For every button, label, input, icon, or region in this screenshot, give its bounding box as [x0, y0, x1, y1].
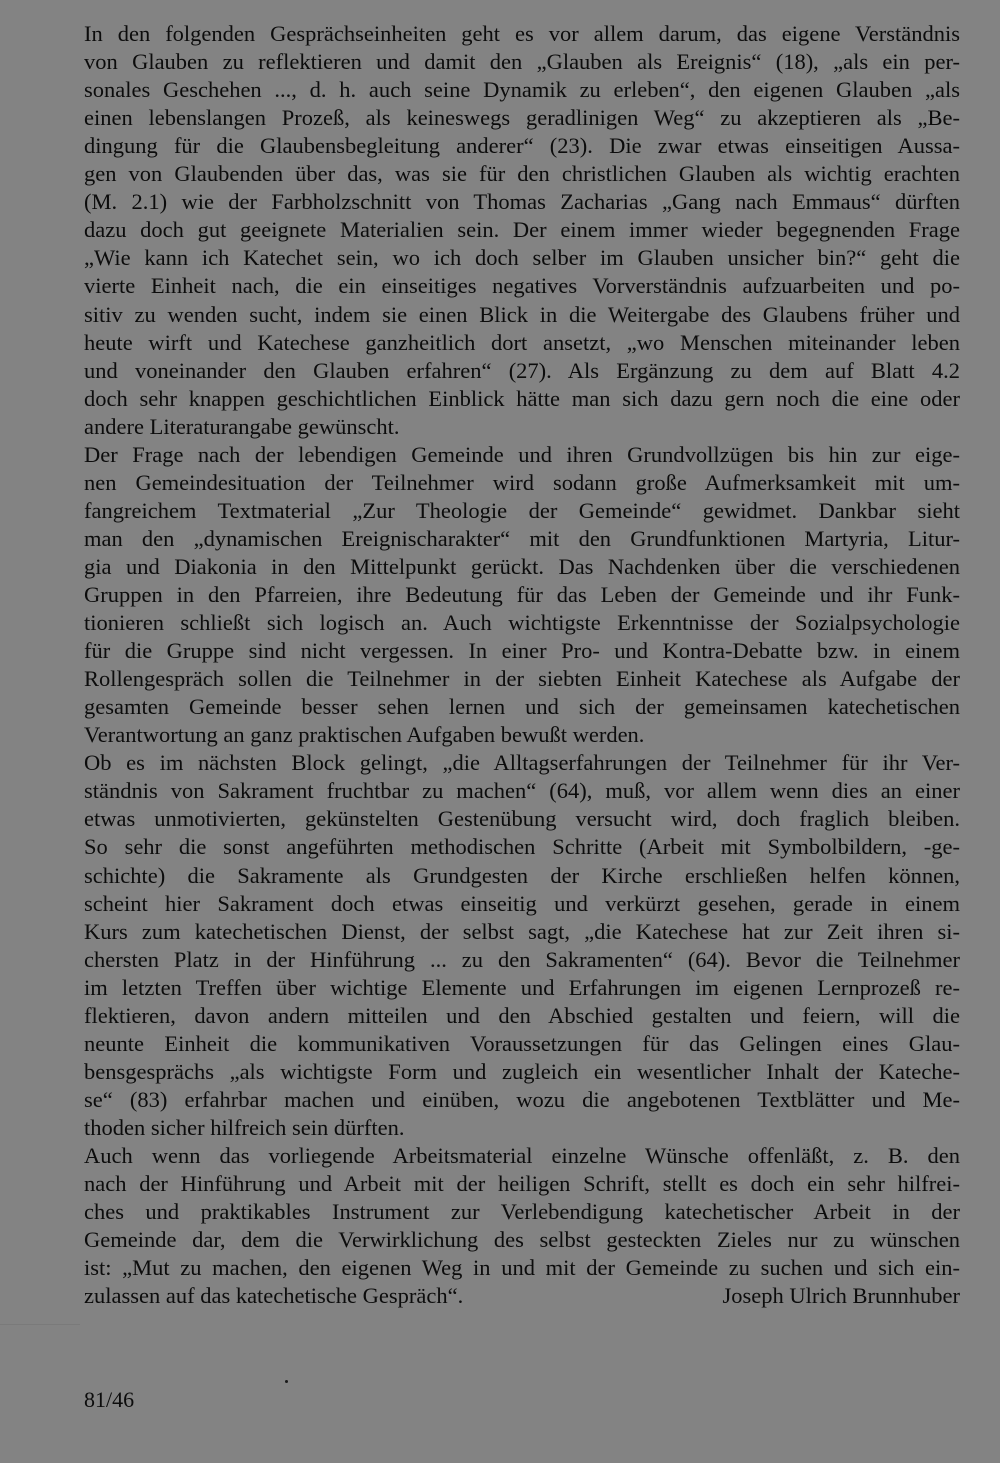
text-line: Gruppen in den Pfarreien, ihre Bedeutung für das Leben der Gemeinde und ihr Funk-	[84, 582, 960, 607]
text-line: „Wie kann ich Katechet sein, wo ich doch selber im Glauben unsicher bin?“ geht die	[84, 245, 960, 271]
text-line: thoden sicher hilfreich sein dürften.	[84, 1114, 405, 1140]
text-line: von Glauben zu reflektieren und damit den „Glauben als Ereignis“ (18), „als ein per-	[84, 49, 960, 75]
text-line: Gemeinde dar, dem die Verwirklichung des selbst gesteckten Zieles nur zu wünschen	[84, 1227, 960, 1253]
text-line: neunte Einheit die kommunikativen Voraussetzungen für das Gelingen eines Glau-	[84, 1030, 960, 1056]
text-line: gesamten Gemeinde besser sehen lernen und sich der gemeinsamen katechetischen	[84, 694, 960, 720]
text-line: sitiv zu wenden sucht, indem sie einen Blick in die Weitergabe des Glaubens früher und	[84, 301, 960, 327]
text-line: Ob es im nächsten Block gelingt, „die Alltagserfahrungen der Teilnehmer für ihr Ver-	[84, 750, 960, 776]
text-line: dazu doch gut geeignete Materialien sein. Der einem immer wieder begegnenden Frage	[84, 217, 960, 243]
text-line: etwas unmotivierten, gekünstelten Gestenübung versucht wird, doch fraglich bleiben.	[84, 806, 960, 832]
text-line: für die Gruppe sind nicht vergessen. In einer Pro- und Kontra-Debatte bzw. in einem	[84, 638, 960, 664]
text-line: bensgesprächs „als wichtigste Form und zugleich ein wesentlicher Inhalt der Kateche-	[84, 1058, 960, 1084]
text-line: doch sehr knappen geschichtlichen Einblick hätte man sich dazu gern noch die eine oder	[84, 385, 960, 411]
text-line: sonales Geschehen ..., d. h. auch seine Dynamik zu erleben“, den eigenen Glauben „als	[84, 77, 960, 103]
text-line: tionieren schließt sich logisch an. Auch wichtigste Erkenntnisse der Sozialpsychologie	[84, 610, 960, 636]
text-line: andere Literaturangabe gewünscht.	[84, 413, 400, 439]
text-line: chersten Platz in der Hinführung ... zu den Sakramenten“ (64). Bevor die Teilnehmer	[84, 946, 960, 972]
text-line: scheint hier Sakrament doch etwas einseitig und verkürzt gesehen, gerade in einem	[84, 890, 960, 916]
text-line: heute wirft und Katechese ganzheitlich dort ansetzt, „wo Menschen miteinander leben	[84, 329, 960, 355]
text-line: gia und Diakonia in den Mittelpunkt gerückt. Das Nachdenken über die verschiedenen	[84, 553, 960, 579]
text-line: ches und praktikables Instrument zur Verlebendigung katechetischer Arbeit in der	[84, 1199, 960, 1225]
closing-text: zulassen auf das katechetische Gespräch“.	[84, 1283, 464, 1309]
text-line: Verantwortung an ganz praktischen Aufgaben bewußt werden.	[84, 722, 645, 748]
text-line: Kurs zum katechetischen Dienst, der selbst sagt, „die Katechese hat zur Zeit ihren si-	[84, 918, 960, 944]
margin-rule	[0, 1324, 80, 1325]
text-line: und voneinander den Glauben erfahren“ (27). Als Ergänzung zu dem auf Blatt 4.2	[84, 357, 960, 383]
text-line: se“ (83) erfahrbar machen und einüben, wozu die angebotenen Textblätter und Me-	[84, 1086, 960, 1112]
text-line: gen von Glaubenden über das, was sie für den christlichen Glauben als wichtig erachten	[84, 161, 960, 187]
text-line: So sehr die sonst angeführten methodischen Schritte (Arbeit mit Symbolbildern, -ge-	[84, 834, 960, 860]
text-line: nen Gemeindesituation der Teilnehmer wird sodann große Aufmerksamkeit mit um-	[84, 469, 960, 495]
closing-line	[84, 1282, 960, 1310]
text-line: im letzten Treffen über wichtige Elemente und Erfahrungen im eigenen Lernprozeß re-	[84, 974, 960, 1000]
scan-speck	[285, 1380, 288, 1383]
text-line: nach der Hinführung und Arbeit mit der heiligen Schrift, stellt es doch ein sehr hilfrei-	[84, 1171, 960, 1197]
text-line: ständnis von Sakrament fruchtbar zu machen“ (64), muß, vor allem wenn dies an einer	[84, 778, 960, 804]
text-line: ist: „Mut zu machen, den eigenen Weg in und mit der Gemeinde zu suchen und sich ein-	[84, 1255, 960, 1281]
text-line: (M. 2.1) wie der Farbholzschnitt von Thomas Zacharias „Gang nach Emmaus“ dürften	[84, 189, 960, 215]
text-line: flektieren, davon andern mitteilen und den Abschied gestalten und feiern, will die	[84, 1002, 960, 1028]
text-line: fangreichem Textmaterial „Zur Theologie der Gemeinde“ gewidmet. Dankbar sieht	[84, 497, 960, 523]
text-line: dingung für die Glaubensbegleitung anderer“ (23). Die zwar etwas einseitigen Aussa-	[84, 133, 960, 159]
text-line: Rollengespräch sollen die Teilnehmer in der siebten Einheit Katechese als Aufgabe der	[84, 666, 960, 692]
text-line: man den „dynamischen Ereignischarakter“ mit den Grundfunktionen Martyria, Litur-	[84, 525, 960, 551]
text-line: schichte) die Sakramente als Grundgesten der Kirche erschließen helfen können,	[84, 862, 960, 888]
page-number: 81/46	[84, 1387, 135, 1412]
text-line: Der Frage nach der lebendigen Gemeinde und ihren Grundvollzügen bis hin zur eige-	[84, 441, 960, 467]
text-line: In den folgenden Gesprächseinheiten geht es vor allem darum, das eigene Verständnis	[84, 21, 960, 46]
author-signature: Joseph Ulrich Brunnhuber	[722, 1283, 960, 1309]
text-line: vierte Einheit nach, die ein einseitiges negatives Vorverständnis aufzuarbeiten und po-	[84, 273, 960, 299]
text-line: Auch wenn das vorliegende Arbeitsmaterial einzelne Wünsche offenläßt, z. B. den	[84, 1143, 960, 1168]
text-line: einen lebenslangen Prozeß, als keineswegs geradlinigen Weg“ zu akzeptieren als „Be-	[84, 105, 960, 131]
